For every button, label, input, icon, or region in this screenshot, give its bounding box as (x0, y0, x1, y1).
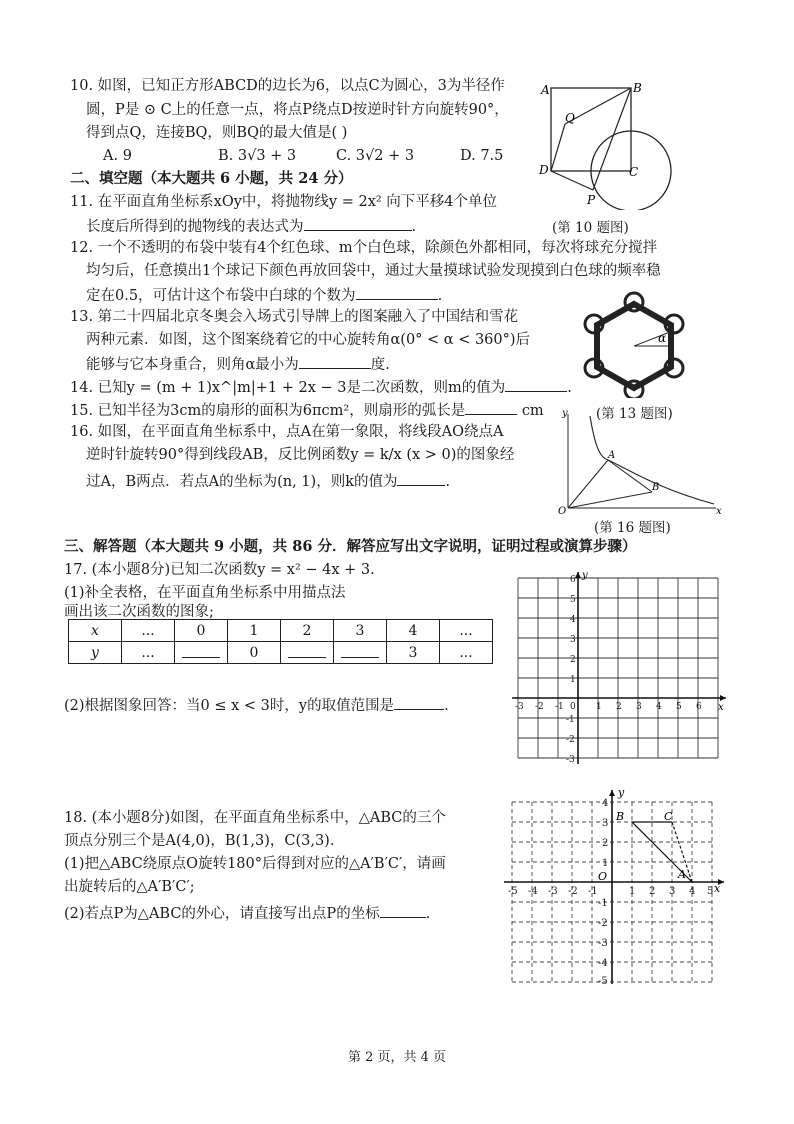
q18-line1: 18. (本小题8分)如图，在平面直角坐标系中，△ABC的三个 (64, 810, 446, 826)
q16-axis-x: x (716, 506, 722, 517)
q17-line3: 画出该二次函数的图象; (64, 604, 214, 620)
q13-alpha-label: α (658, 331, 667, 345)
q17-table-row-x (69, 620, 493, 642)
q10-line1: 10. 如图，已知正方形ABCD的边长为6，以点C为圆心，3为半径作 (70, 78, 505, 94)
q12-line2: 均匀后，任意摸出1个球记下颜色再放回袋中，通过大量摸球试验发现摸到白色球的频率稳 (86, 263, 661, 279)
q18-axis-x: x (714, 882, 721, 895)
q10-option-d: D. 7.5 (460, 148, 504, 164)
table-cell-blank[interactable] (175, 642, 228, 664)
q17-xtick: -3 (515, 702, 524, 712)
q17-ytick: 2 (570, 655, 576, 665)
q11-line2: 长度后所得到的抛物线的表达式为 (86, 219, 304, 235)
table-cell-blank[interactable] (334, 642, 387, 664)
q18-xtick: -5 (508, 886, 518, 897)
q18-line2: 顶点分别三个是A(4,0)，B(1,3)，C(3,3). (64, 833, 335, 849)
table-cell: ... (440, 642, 493, 664)
q17-ytick: 6 (570, 575, 576, 585)
q18-ytick: 4 (602, 798, 609, 809)
q16-label-b: B (652, 482, 660, 493)
q16-label-a: A (608, 450, 616, 461)
q18-ytick: 3 (602, 818, 609, 829)
q16-origin: O (558, 506, 567, 517)
q10-label-q: Q (565, 111, 575, 125)
q17-ytick: 3 (570, 635, 576, 645)
q17-xtick: 0 (570, 702, 576, 712)
q17-table-row-y (69, 642, 493, 664)
q17-xtick: 4 (656, 702, 662, 712)
q13-answer-blank[interactable] (299, 354, 371, 369)
q10-option-b: B. 3√3 + 3 (218, 148, 297, 164)
q17-axis-y: y (582, 570, 588, 581)
q17-ytick: 4 (570, 615, 576, 625)
q11-line1: 11. 在平面直角坐标系xOy中，将抛物线y = 2x² 向下平移4个单位 (70, 194, 498, 210)
table-cell: ... (440, 620, 493, 642)
q17-line2: (1)补全表格，在平面直角坐标系中用描点法 (64, 585, 346, 601)
q17-ytick: -2 (566, 735, 575, 745)
q17-part2: (2)根据图象回答：当0 ≤ x < 3时，y的取值范围是 (64, 698, 395, 714)
q18-xtick: 2 (649, 886, 656, 897)
q10-label-b: B (633, 81, 642, 95)
q10-label-c: C (629, 165, 639, 179)
table-cell-blank[interactable] (281, 642, 334, 664)
table-cell: 4 (387, 620, 440, 642)
q10-label-d: D (539, 163, 549, 177)
table-cell: 3 (334, 620, 387, 642)
q17-xtick: 2 (616, 702, 622, 712)
q17-ytick: -3 (566, 755, 575, 765)
q18-ytick: -5 (598, 976, 608, 986)
q13-line2: 两种元素．如图，这个图案绕着它的中心旋转角α(0° < α < 360°)后 (86, 332, 531, 348)
q17-grid (508, 568, 730, 770)
q17-ytick: 5 (570, 595, 576, 605)
q12-line1: 12. 一个不透明的布袋中装有4个红色球、m个白色球，除颜色外都相同，每次将球充分搅拌 (70, 240, 658, 256)
q17-part2-wrap: (2)根据图象回答：当0 ≤ x < 3时，y的取值范围是 . (64, 695, 449, 715)
q17-ytick: -1 (566, 715, 575, 725)
table-cell: 0 (175, 620, 228, 642)
q12-answer-blank[interactable] (356, 285, 438, 300)
q10-option-a: A. 9 (103, 148, 132, 164)
q18-xtick: -1 (588, 886, 598, 897)
q15-answer-blank[interactable] (465, 400, 517, 415)
q14-answer-blank[interactable] (505, 377, 567, 392)
table-cell: 2 (281, 620, 334, 642)
q10-option-c: C. 3√2 + 3 (336, 148, 415, 164)
q18-line4: 出旋转后的△A′B′C′; (64, 879, 195, 895)
q18-label-c: C (664, 810, 673, 823)
q16-caption: (第 16 题图) (594, 520, 671, 536)
q13-line3-end: 度. (370, 357, 390, 373)
q10-label-a: A (541, 83, 550, 97)
q17-value-table (68, 619, 493, 664)
q17-xtick: 3 (636, 702, 642, 712)
q18-label-b: B (616, 810, 625, 823)
q14-line: 14. 已知y = (m + 1)x^|m|+1 + 2x − 3是二次函数，则m的值为 (70, 380, 506, 396)
table-cell: x (69, 620, 122, 642)
q18-ytick: -3 (598, 938, 608, 949)
q17-xtick: 5 (676, 702, 682, 712)
q18-xtick: 5 (707, 886, 714, 897)
q16-axis-y: y (562, 408, 568, 419)
table-cell: 3 (387, 642, 440, 664)
q15-unit: cm (521, 403, 544, 419)
q16-line2: 逆时针旋转90°得到线段AB，反比例函数y = k/x (x > 0)的图象经 (86, 447, 515, 463)
q16-line3: 过A，B两点．若点A的坐标为(n, 1)，则k的值为 (86, 474, 398, 490)
q12-line3-wrap: 定在0.5，可估计这个布袋中白球的个数为 . (86, 285, 442, 305)
q18-xtick: -3 (548, 886, 558, 897)
q13-snowflake-knot-figure (574, 290, 694, 398)
q18-origin: O (598, 870, 608, 883)
q16-line3-wrap: 过A，B两点．若点A的坐标为(n, 1)，则k的值为 . (86, 471, 450, 491)
q15-line-wrap (70, 400, 544, 420)
q17-ytick: 1 (570, 675, 576, 685)
table-cell: 0 (228, 642, 281, 664)
q12-line3: 定在0.5，可估计这个布袋中白球的个数为 (86, 288, 356, 304)
q16-answer-blank[interactable] (397, 471, 445, 486)
q11-line2-wrap: 长度后所得到的抛物线的表达式为 . (86, 216, 416, 236)
q13-line1: 13. 第二十四届北京冬奥会入场式引导牌上的图案融入了中国结和雪花 (70, 309, 519, 325)
q16-line1: 16. 如图，在平面直角坐标系中，点A在第一象限，将线段AO绕点A (70, 424, 504, 440)
q11-answer-blank[interactable] (304, 216, 412, 231)
q17-xtick: 1 (596, 702, 602, 712)
q18-xtick: 4 (689, 886, 696, 897)
q10-line3: 得到点Q，连接BQ，则BQ的最大值是( ) (86, 125, 348, 141)
q18-axis-y: y (618, 786, 625, 799)
q16-figure (556, 408, 726, 518)
q13-caption: (第 13 题图) (596, 406, 673, 422)
section2-title: 二、填空题（本大题共 6 小题，共 24 分） (70, 170, 353, 187)
table-cell: ... (122, 620, 175, 642)
section3-title: 三、解答题（本大题共 9 小题，共 86 分．解答应写出文字说明，证明过程或演算步骤） (64, 538, 637, 555)
q17-answer-blank[interactable] (394, 695, 444, 710)
q17-xtick: 6 (696, 702, 702, 712)
q18-ytick: -4 (598, 958, 608, 969)
page-footer: 第 2 页，共 4 页 (347, 1050, 447, 1065)
q17-xtick: -2 (535, 702, 544, 712)
q10-line2: 圆，P是 ⊙ C上的任意一点，将点P绕点D按逆时针方向旋转90°， (86, 102, 509, 118)
q18-ytick: 2 (602, 838, 609, 849)
q18-xtick: 1 (629, 886, 636, 897)
q10-figure (535, 78, 680, 210)
table-cell: y (69, 642, 122, 664)
q18-ytick: -1 (598, 898, 608, 909)
q18-line5: (2)若点P为△ABC的外心，请直接写出点P的坐标 (64, 906, 380, 922)
q18-grid (500, 786, 730, 986)
q18-ytick: 1 (602, 858, 609, 869)
q18-xtick: 3 (669, 886, 676, 897)
q18-xtick: -4 (528, 886, 538, 897)
q18-answer-blank[interactable] (380, 903, 426, 918)
q18-line3: (1)把△ABC绕原点O旋转180°后得到对应的△A′B′C′，请画 (64, 856, 446, 872)
table-cell: 1 (228, 620, 281, 642)
q15-line: 15. 已知半径为3cm的扇形的面积为6πcm²，则扇形的弧长是 (70, 403, 466, 419)
q18-ytick: -2 (598, 918, 608, 929)
q13-line3: 能够与它本身重合，则角α最小为 (86, 357, 299, 373)
q17-axis-x: x (718, 702, 724, 713)
q18-line5-wrap: (2)若点P为△ABC的外心，请直接写出点P的坐标 . (64, 903, 430, 923)
q13-line3-wrap (86, 354, 390, 374)
q17-line1: 17. (本小题8分)已知二次函数y = x² − 4x + 3. (64, 562, 375, 578)
q10-caption: (第 10 题图) (552, 220, 629, 236)
q18-label-a: A (678, 868, 686, 881)
q17-xtick: -1 (555, 702, 564, 712)
q18-xtick: -2 (568, 886, 578, 897)
q14-line-wrap: 14. 已知y = (m + 1)x^|m|+1 + 2x − 3是二次函数，则m的值为 . (70, 377, 572, 397)
q10-label-p: P (587, 193, 596, 207)
table-cell: ... (122, 642, 175, 664)
